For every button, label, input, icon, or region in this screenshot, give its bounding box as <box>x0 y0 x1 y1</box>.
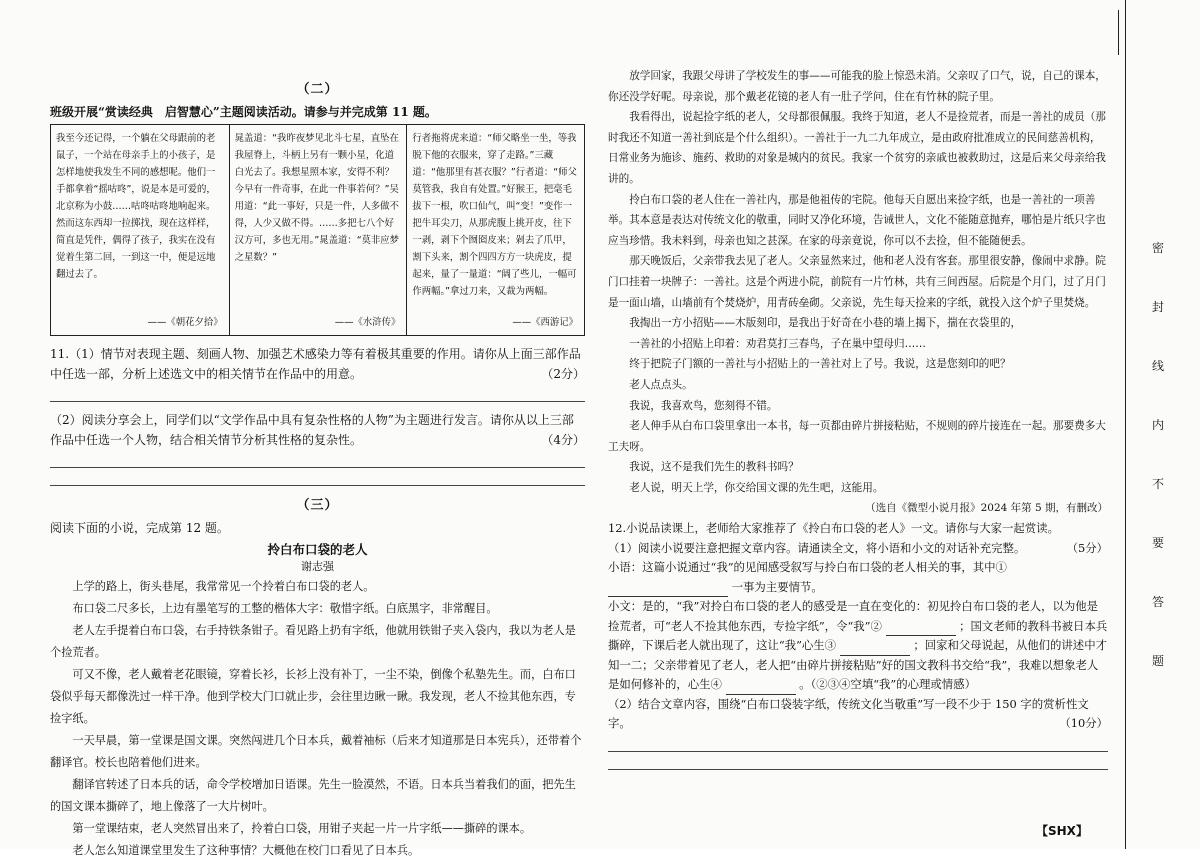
story-paragraph: 老人点点头。 <box>629 378 693 391</box>
answer-line[interactable] <box>50 384 585 402</box>
question-text: （1）阅读小说要注意把握文章内容。请通读全文，将小语和小文的对话补充完整。 <box>608 540 1026 555</box>
story-paragraph: 那天晚饭后，父亲带我去见了老人。父亲显然来过，他和老人没有客套。那里很安静，像闹中求静。院门口挂着一块牌子：一善社。这是个两进小院，前院有一片竹林，共有三间西屋。后院是个月门，过了月门是一面山墙，山墙前有个焚烧炉，用青砖垒砌。父亲说，先生每天捡来的字纸，就投入这个炉子里焚烧。 <box>608 255 1106 309</box>
story-paragraph: 拎白布口袋的老人住在一善社内，那是他祖传的宅院。他每天自愿出来捡字纸，也是一善社的一项善举。其本意是表达对传统文化的敬重，同时又净化环境，告诫世人，文化不能随意抛弃，哪怕是片纸只字也应当珍惜。我未料到，母亲也知之甚深。在家的母亲竟说，你可以不去捡，但不能随便丢。 <box>608 193 1106 247</box>
answer-line[interactable] <box>608 734 1108 752</box>
question-12-2 <box>608 695 1108 734</box>
excerpt-source: ——《西游记》 <box>512 317 578 328</box>
dialog-text: 小文：是的，“我”对拎白布口袋的老人的感受是一直在变化的：初见拎白布口袋的老人，以为他是捡荒者，可“老人不捡其他东西，专捡字纸”，令“我”② <box>608 599 1099 633</box>
blank-4[interactable] <box>726 681 796 695</box>
blank-3[interactable] <box>840 642 910 656</box>
margin-char: 内 <box>1151 418 1164 432</box>
excerpt-source: ——《水浒传》 <box>334 317 401 328</box>
answer-line[interactable] <box>608 752 1108 770</box>
margin-divider-top <box>1118 10 1119 55</box>
dialog-text: ；回家和父母说起，从他们的讲述中才知一二；父亲带着见了老人，老人把“由碎片拼接粘贴”好的国文教科书交给“我”，我难以想象老人是如何修补的，心生④ <box>608 638 1107 692</box>
dialog-text: 小语：这篇小说通过“我”的见闻感受叙写与拎白布口袋的老人相关的事，其中① <box>608 560 1007 575</box>
question-points: （10分） <box>1059 716 1108 731</box>
binding-margin-text <box>1148 240 1168 712</box>
blank-2[interactable] <box>886 622 956 636</box>
margin-char: 密 <box>1151 241 1164 255</box>
excerpt-source: ——《朝花夕拾》 <box>147 317 223 328</box>
excerpt-chaohua <box>51 125 229 335</box>
margin-char: 线 <box>1151 359 1164 373</box>
story-paragraph: 老人伸手从白布口袋里拿出一本书，每一页都由碎片拼接粘贴，不规则的碎片接连在一起。那要费多大工夫呀。 <box>608 420 1106 453</box>
excerpt-xiyou <box>406 125 584 335</box>
story-paragraph: 放学回家，我跟父母讲了学校发生的事——可能我的脸上惊恐未消。父亲叹了口气，说，自己的课本，你还没学好呢。母亲说，那个戴老花镜的老人有一肚子学问，住在有竹林的院子里。 <box>608 70 1106 103</box>
story-paragraph: 老人怎么知道课堂里发生了这种事情？大概他在校门口看见了日本兵。 <box>72 844 420 857</box>
question-text: 11.（1）情节对表现主题、刻画人物、加强艺术感染力等有着极其重要的作用。请你从上面三部作品中任选一部，分析上述选文中的相关情节在作品中的用意。 <box>50 347 581 381</box>
margin-char: 答 <box>1151 595 1164 609</box>
story-paragraph: 第一堂课结束，老人突然冒出来了，拎着白口袋，用钳子夹起一片一片字纸——撕碎的课本。 <box>72 822 532 835</box>
question-text: （2）结合文章内容，围绕“白布口袋装字纸，传统文化当敬重”写一段不少于 150 字的赏析性文字。 <box>608 696 1089 731</box>
excerpt-text: 我至今还记得，一个躺在父母跟前的老鼠子，一个站在母亲手上的小孩子，是怎样地使我发生不同的感想呢。他们一手都拿着“摇咕咚”，说是本是可爱的，北京称为小鼓……咕咚咕咚地响起来。然而这东西却一拉掷找，现在这样样，简直是凭件，偶得了孩子，我实在没有觉着生第二回，一到这一中，便是远地翻过去了。 <box>56 133 216 280</box>
section-3-title: （三） <box>296 498 339 513</box>
dialog-text: 一事为主要情节。 <box>731 579 823 594</box>
binding-line <box>1125 0 1126 849</box>
margin-char: 题 <box>1151 654 1164 668</box>
excerpt-table <box>50 124 585 336</box>
paper-code: 【SHX】 <box>1036 824 1088 838</box>
question-points: （4分） <box>541 433 585 447</box>
story-paragraph: 一天早晨，第一堂课是国文课。突然闯进几个日本兵，戴着袖标（后来才知道那是日本宪兵），还带着个翻译官。校长也陪着他们进来。 <box>50 734 582 769</box>
story-paragraph: 我掏出一方小招贴——木版刻印，是我出于好奇在小巷的墙上揭下，揣在衣袋里的， <box>629 317 1022 330</box>
question-12-1 <box>608 539 1108 559</box>
dialog-xiaowen <box>608 597 1108 695</box>
question-11-2 <box>50 410 585 450</box>
story-citation: （选自《微型小说月报》2024 年第 5 期，有删改） <box>865 502 1108 515</box>
story-paragraph: 老人说，明天上学，你交给国文课的先生吧，这能用。 <box>629 481 884 494</box>
question-12-intro: 12.小说品读课上，老师给大家推荐了《拎白布口袋的老人》一文。请你与大家一起赏读。 <box>608 521 1059 536</box>
dialog-text: ；国文老师的教科书被日本兵撕碎，下课后老人就出现了，这让“我”心生③ <box>608 618 1108 653</box>
story-paragraph: 上学的路上，街头巷尾，我常常见一个拎着白布口袋的老人。 <box>72 580 375 593</box>
question-12 <box>608 519 1108 770</box>
story-paragraph: 我说，这不是我们先生的教科书吗？ <box>629 461 799 474</box>
section-2-title: （二） <box>296 82 339 97</box>
excerpt-shuihu <box>229 125 407 335</box>
section-2-intro: 班级开展“赏读经典 启智慧心”主题阅读活动。请参与并完成第 11 题。 <box>50 105 437 119</box>
margin-char: 封 <box>1151 300 1164 314</box>
story-paragraph: 翻译官转述了日本兵的话，命令学校增加日语课。先生一脸漠然，不语。日本兵当着我们的面，把先生的国文课本撕碎了，地上像落了一大片树叶。 <box>50 778 576 813</box>
excerpt-text: 晁盖道：“我昨夜梦见北斗七星，直坠在我屋脊上，斗柄上另有一颗小星，化道白光去了。我想星照本家，安得不利？今早有一件奇事，在此一件事若何？”吴用道：“此一事好，只是一件，人多做不得，人少又做不得。……多把七八个好汉方可，多也无用。”晁盖道：“莫非应梦之星数？” <box>234 133 400 263</box>
story-paragraph: 老人左手提着白布口袋，右手持铁条钳子。看见路上扔有字纸，他就用铁钳子夹入袋内，我以为老人是个捡荒者。 <box>50 624 576 659</box>
story-paragraph: 我看得出，说起捡字纸的老人，父母都很佩服。我终于知道，老人不是捡荒者，而是一善社的成员（那时我还不知道一善社到底是个什么组织）。一善社于一九二九年成立，是由政府批准成立的民间慈善机构，日常业务为施诊、施药、救助的对象是城内的贫民。我家一个贫穷的亲戚也被救助过，这是后来父母亲给我讲的。 <box>608 111 1106 185</box>
story-author: 谢志强 <box>301 560 334 573</box>
answer-line[interactable] <box>50 450 585 468</box>
margin-char: 不 <box>1151 477 1164 491</box>
dialog-text: 。（②③④空填“我”的心理或情感） <box>799 677 976 692</box>
story-left <box>50 576 585 862</box>
right-column <box>608 66 1108 770</box>
margin-char: 要 <box>1151 536 1164 550</box>
question-text: （2）阅读分享会上，同学们以“文学作品中具有复杂性格的人物”为主题进行发言。请你从以上三部作品中任选一个人物，结合相关情节分析其性格的复杂性。 <box>50 413 574 447</box>
blank-1[interactable] <box>608 583 728 597</box>
question-points: （2分） <box>541 367 585 381</box>
question-11-1 <box>50 344 585 384</box>
section-3-intro: 阅读下面的小说，完成第 12 题。 <box>50 521 229 535</box>
story-paragraph: 布口袋二尺多长，上边有墨笔写的工整的楷体大字：敬惜字纸。白底黑字，非常醒目。 <box>72 602 498 615</box>
story-paragraph: 终于把院子门额的一善社与小招贴上的一善社对上了号。我说，这是您刻印的吧？ <box>629 358 1011 371</box>
story-paragraph: 我说，我喜欢鸟，您刻得不错。 <box>629 399 778 412</box>
story-paragraph: 一善社的小招贴上印着：劝君莫打三春鸟，子在巢中望母归…… <box>629 337 926 350</box>
story-paragraph: 可又不像，老人戴着老花眼镜，穿着长衫，长衫上没有补丁，一尘不染，倒像个私塾先生。而，白布口袋似乎每天都像洗过一样干净。他到学校大门口就止步，会往里边瞅一瞅。我发现，老人不捡其他东西，专捡字纸。 <box>50 668 576 725</box>
story-title: 拎白布口袋的老人 <box>267 542 368 557</box>
story-right <box>608 66 1108 498</box>
question-points: （5分） <box>1066 540 1108 555</box>
excerpt-text: 行者拖将虎来道：“师父略坐一坐，等我脱下他的衣服来，穿了走路。”三藏道：“他那里有甚衣服？”行者道：“师父莫管我，我自有处置。”好猴王，把毫毛拔下一根，吹口仙气，叫“变！”变作一把牛耳尖刀，从那虎腹上挑开皮，往下一剥，剥下个囫囵皮来；剁去了爪甲，割下头来，割个四四方方一块虎皮，提起来，量了一量道：“阔了些儿，一幅可作两幅。”拿过刀来，又裁为两幅。 <box>412 133 577 297</box>
left-column <box>50 70 585 862</box>
dialog-xiaoyu <box>608 558 1108 597</box>
answer-line[interactable] <box>50 468 585 486</box>
